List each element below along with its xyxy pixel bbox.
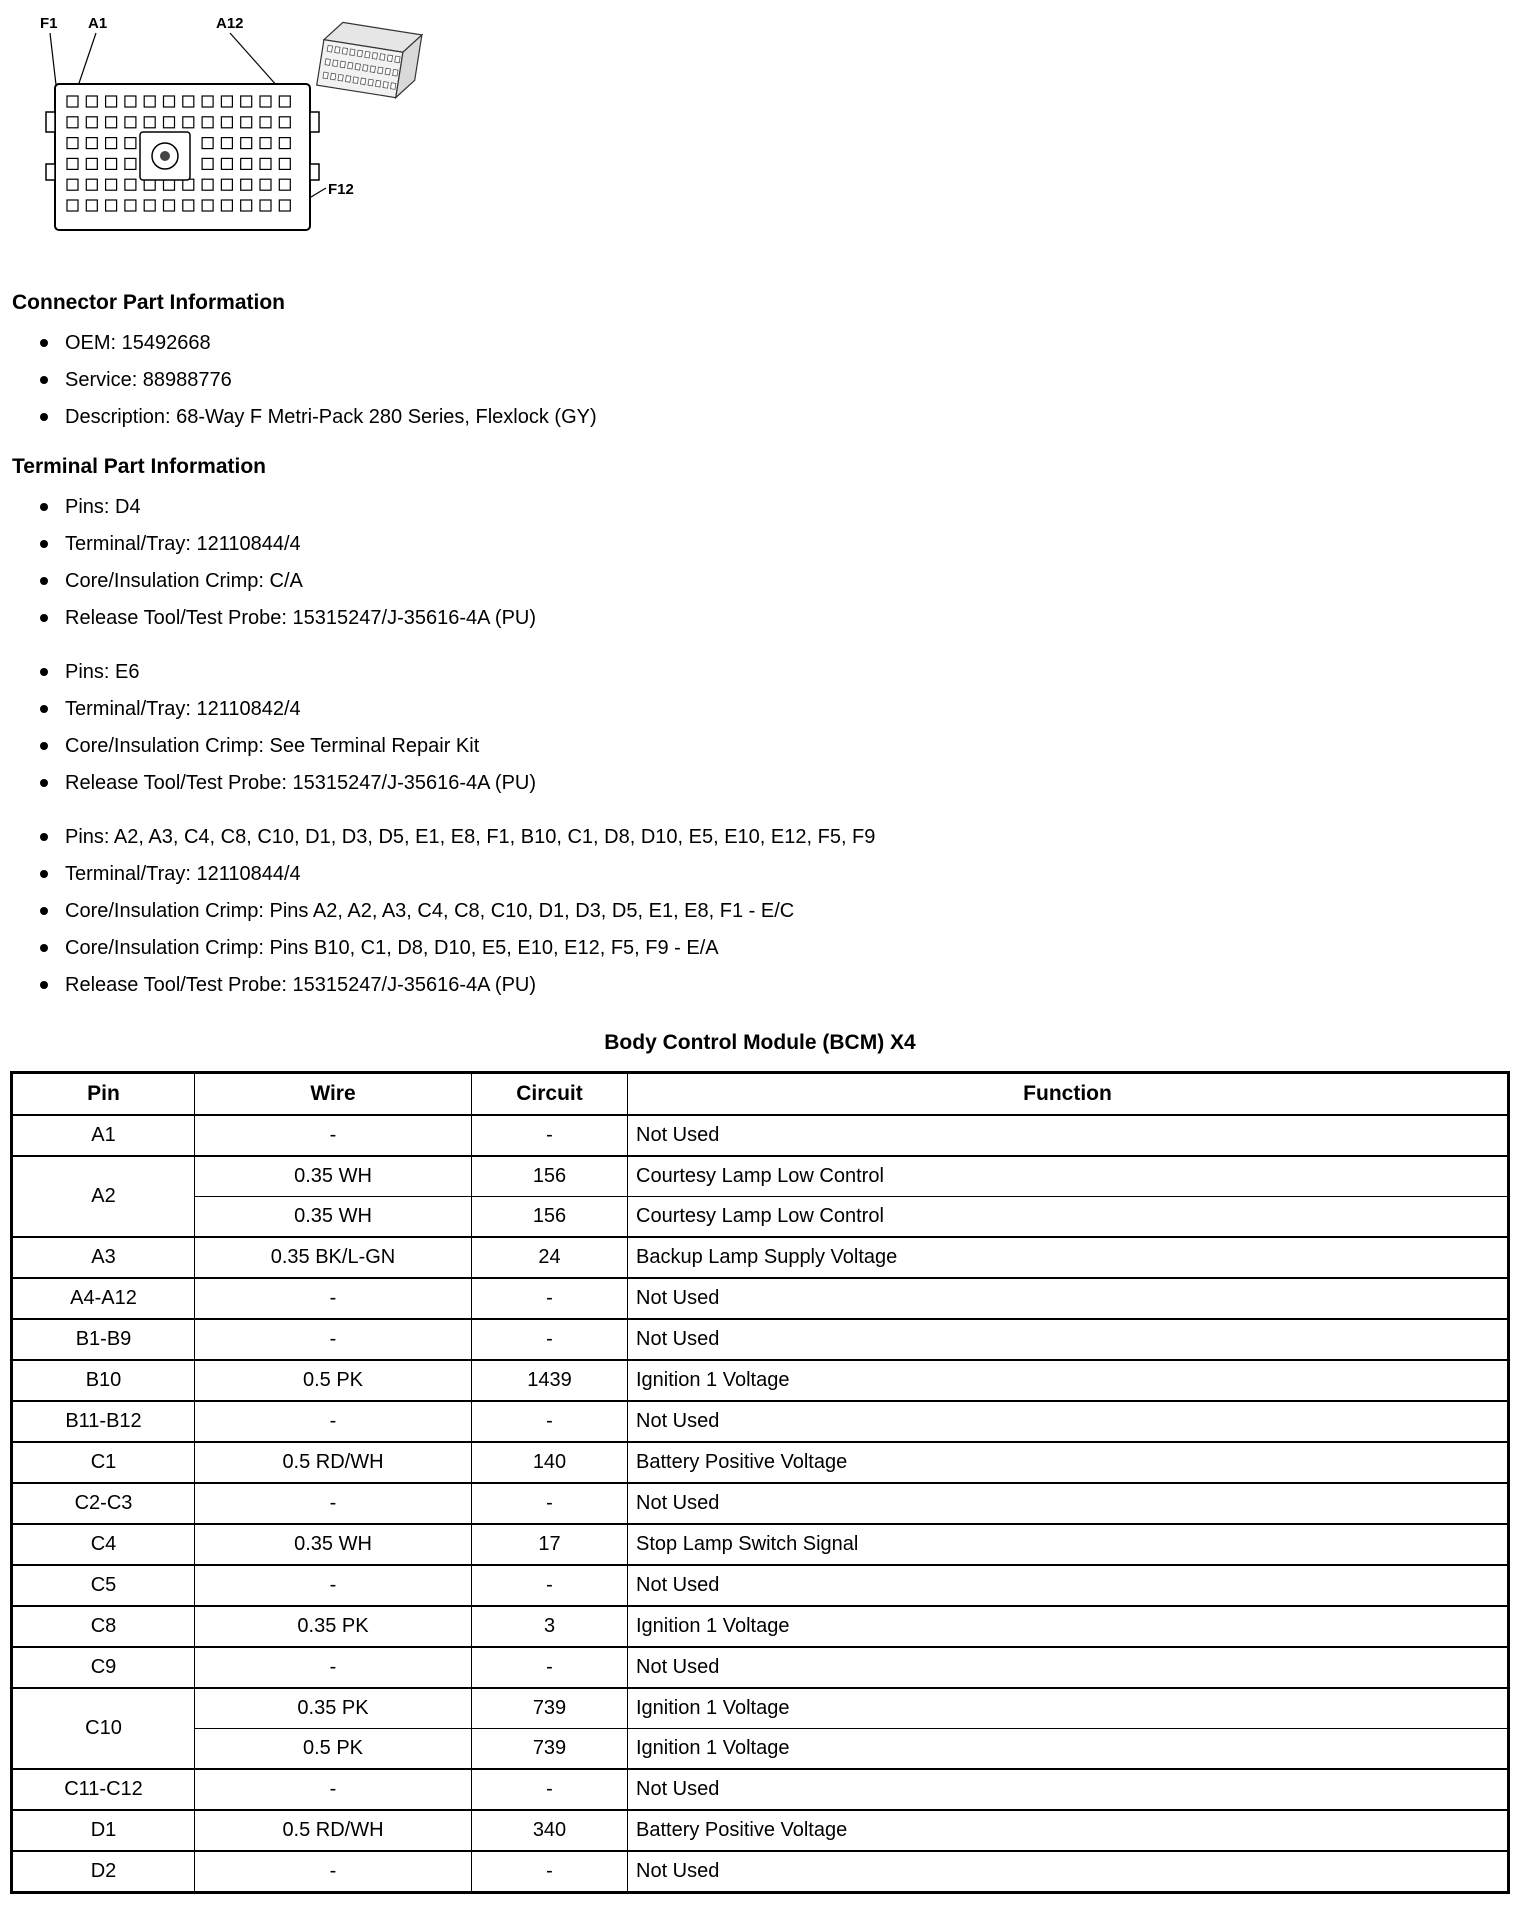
circuit-cell: 17 [472, 1524, 628, 1565]
bullet-icon [40, 907, 48, 915]
circuit-cell: - [472, 1483, 628, 1524]
pin-cell: B11-B12 [12, 1401, 195, 1442]
list-item [40, 368, 1510, 392]
bullet-icon [40, 668, 48, 676]
col-header-wire: Wire [195, 1073, 472, 1116]
wire-cell: 0.35 WH [195, 1197, 472, 1238]
bullet-icon [40, 742, 48, 750]
pin-label-a12: A12 [216, 15, 244, 32]
list-item-text: Core/Insulation Crimp: C/A [65, 570, 303, 592]
table-row [12, 1483, 1509, 1524]
pin-cell: C9 [12, 1647, 195, 1688]
pin-cell: D2 [12, 1851, 195, 1893]
pin-cell: A1 [12, 1115, 195, 1156]
list-item-text: Pins: E6 [65, 661, 140, 683]
function-cell: Not Used [628, 1483, 1509, 1524]
table-header-row [12, 1073, 1509, 1116]
list-item [40, 660, 1510, 684]
pin-label-a1: A1 [88, 15, 108, 32]
wire-cell: - [195, 1565, 472, 1606]
bcm-pinout-table [10, 1071, 1510, 1894]
list-item [40, 862, 1510, 886]
bullet-icon [40, 779, 48, 787]
list-item [40, 697, 1510, 721]
circuit-cell: 739 [472, 1688, 628, 1729]
table-row [12, 1115, 1509, 1156]
wire-cell: - [195, 1483, 472, 1524]
list-item-text: Release Tool/Test Probe: 15315247/J-35616-4A (PU) [65, 607, 537, 629]
pin-cell: C10 [12, 1688, 195, 1769]
col-header-pin: Pin [12, 1073, 195, 1116]
bullet-icon [40, 944, 48, 952]
list-item-text: Description: 68-Way F Metri-Pack 280 Series, Flexlock (GY) [65, 406, 597, 428]
list-item-text: OEM: 15492668 [65, 332, 211, 354]
table-row [12, 1606, 1509, 1647]
table-row [12, 1688, 1509, 1729]
table-row [12, 1810, 1509, 1851]
function-cell: Not Used [628, 1115, 1509, 1156]
list-item-text: Core/Insulation Crimp: Pins A2, A2, A3, C4, C8, C10, D1, D3, D5, E1, E8, F1 - E/C [65, 900, 795, 922]
list-item-text: Pins: A2, A3, C4, C8, C10, D1, D3, D5, E1, E8, F1, B10, C1, D8, D10, E5, E10, E12, F5, F9 [65, 826, 876, 848]
bullet-icon [40, 503, 48, 511]
bullet-icon [40, 376, 48, 384]
circuit-cell: 156 [472, 1197, 628, 1238]
wire-cell: 0.35 WH [195, 1524, 472, 1565]
wire-cell: - [195, 1769, 472, 1810]
wire-cell: 0.35 PK [195, 1606, 472, 1647]
connector-lock-tab [46, 164, 55, 180]
wire-cell: - [195, 1115, 472, 1156]
function-cell: Not Used [628, 1769, 1509, 1810]
table-row [12, 1647, 1509, 1688]
wire-cell: 0.5 RD/WH [195, 1442, 472, 1483]
table-row [12, 1319, 1509, 1360]
table-row [12, 1278, 1509, 1319]
list-item-text: Service: 88988776 [65, 369, 232, 391]
bullet-icon [40, 870, 48, 878]
terminal-info-group [10, 825, 1510, 997]
list-item-text: Release Tool/Test Probe: 15315247/J-35616-4A (PU) [65, 974, 537, 996]
table-row [12, 1442, 1509, 1483]
bullet-icon [40, 339, 48, 347]
bullet-icon [40, 705, 48, 713]
col-header-circuit: Circuit [472, 1073, 628, 1116]
pin-label-f1: F1 [40, 15, 58, 32]
terminal-part-info-groups [10, 495, 1510, 997]
circuit-cell: - [472, 1851, 628, 1893]
wire-cell: 0.5 PK [195, 1729, 472, 1770]
function-cell: Ignition 1 Voltage [628, 1729, 1509, 1770]
circuit-cell: - [472, 1319, 628, 1360]
pin-cell: C2-C3 [12, 1483, 195, 1524]
connector-isometric-view [317, 20, 422, 100]
bullet-icon [40, 614, 48, 622]
col-header-function: Function [628, 1073, 1509, 1116]
list-item [40, 973, 1510, 997]
wire-cell: - [195, 1278, 472, 1319]
pin-cell: C11-C12 [12, 1769, 195, 1810]
pin-label-f12: F12 [328, 181, 354, 198]
circuit-cell: 24 [472, 1237, 628, 1278]
pin-cell: A2 [12, 1156, 195, 1237]
bullet-icon [40, 577, 48, 585]
list-item-text: Core/Insulation Crimp: Pins B10, C1, D8, D10, E5, E10, E12, F5, F9 - E/A [65, 937, 719, 959]
function-cell: Battery Positive Voltage [628, 1442, 1509, 1483]
circuit-cell: 156 [472, 1156, 628, 1197]
table-title: Body Control Module (BCM) X4 [604, 1031, 916, 1054]
pin-cell: D1 [12, 1810, 195, 1851]
circuit-cell: - [472, 1769, 628, 1810]
wire-cell: 0.35 WH [195, 1156, 472, 1197]
pin-cell: B10 [12, 1360, 195, 1401]
function-cell: Backup Lamp Supply Voltage [628, 1237, 1509, 1278]
circuit-cell: - [472, 1565, 628, 1606]
function-cell: Not Used [628, 1851, 1509, 1893]
terminal-part-info-heading: Terminal Part Information [12, 455, 266, 478]
list-item [40, 495, 1510, 519]
function-cell: Not Used [628, 1565, 1509, 1606]
list-item-text: Core/Insulation Crimp: See Terminal Repair Kit [65, 735, 480, 757]
connector-part-info-heading: Connector Part Information [12, 291, 286, 314]
circuit-cell: 3 [472, 1606, 628, 1647]
circuit-cell: 140 [472, 1442, 628, 1483]
function-cell: Ignition 1 Voltage [628, 1360, 1509, 1401]
function-cell: Ignition 1 Voltage [628, 1606, 1509, 1647]
function-cell: Stop Lamp Switch Signal [628, 1524, 1509, 1565]
circuit-cell: 739 [472, 1729, 628, 1770]
function-cell: Ignition 1 Voltage [628, 1688, 1509, 1729]
function-cell: Not Used [628, 1319, 1509, 1360]
circuit-cell: 1439 [472, 1360, 628, 1401]
wire-cell: - [195, 1647, 472, 1688]
terminal-info-group [10, 495, 1510, 630]
pin-cell: B1-B9 [12, 1319, 195, 1360]
bullet-icon [40, 540, 48, 548]
list-item [40, 331, 1510, 355]
pin-cell: C4 [12, 1524, 195, 1565]
wire-cell: 0.5 PK [195, 1360, 472, 1401]
function-cell: Not Used [628, 1278, 1509, 1319]
circuit-cell: - [472, 1278, 628, 1319]
list-item [40, 734, 1510, 758]
pin-cell: A3 [12, 1237, 195, 1278]
bullet-icon [40, 981, 48, 989]
connector-face-view [46, 84, 319, 230]
function-cell: Battery Positive Voltage [628, 1810, 1509, 1851]
list-item-text: Release Tool/Test Probe: 15315247/J-35616-4A (PU) [65, 772, 537, 794]
connector-part-info-list [10, 331, 1510, 429]
table-row [12, 1237, 1509, 1278]
bullet-icon [40, 413, 48, 421]
bullet-icon [40, 833, 48, 841]
table-row [12, 1401, 1509, 1442]
list-item [40, 899, 1510, 923]
table-row [12, 1360, 1509, 1401]
wire-cell: - [195, 1319, 472, 1360]
wire-cell: 0.35 PK [195, 1688, 472, 1729]
wire-cell: - [195, 1401, 472, 1442]
table-row [12, 1851, 1509, 1893]
pin-cell: A4-A12 [12, 1278, 195, 1319]
list-item [40, 825, 1510, 849]
function-cell: Courtesy Lamp Low Control [628, 1156, 1509, 1197]
list-item-text: Terminal/Tray: 12110844/4 [65, 533, 301, 555]
table-row [12, 1156, 1509, 1197]
list-item-text: Pins: D4 [65, 496, 141, 518]
pin-cell: C8 [12, 1606, 195, 1647]
function-cell: Not Used [628, 1647, 1509, 1688]
connector-lock-tab [46, 112, 55, 132]
table-row [12, 1197, 1509, 1238]
pin-cell: C5 [12, 1565, 195, 1606]
circuit-cell: - [472, 1115, 628, 1156]
connector-lock-tab [310, 164, 319, 180]
wire-cell: 0.35 BK/L-GN [195, 1237, 472, 1278]
table-row [12, 1524, 1509, 1565]
table-row [12, 1769, 1509, 1810]
circuit-cell: - [472, 1401, 628, 1442]
list-item [40, 771, 1510, 795]
circuit-cell: - [472, 1647, 628, 1688]
wire-cell: 0.5 RD/WH [195, 1810, 472, 1851]
table-row [12, 1565, 1509, 1606]
list-item [40, 405, 1510, 429]
terminal-info-group [10, 660, 1510, 795]
list-item [40, 569, 1510, 593]
function-cell: Courtesy Lamp Low Control [628, 1197, 1509, 1238]
list-item [40, 532, 1510, 556]
list-item-text: Terminal/Tray: 12110844/4 [65, 863, 301, 885]
bcm-table-body [12, 1115, 1509, 1893]
circuit-cell: 340 [472, 1810, 628, 1851]
pin-cell: C1 [12, 1442, 195, 1483]
function-cell: Not Used [628, 1401, 1509, 1442]
list-item [40, 606, 1510, 630]
connector-lock-tab [310, 112, 319, 132]
table-row [12, 1729, 1509, 1770]
list-item-text: Terminal/Tray: 12110842/4 [65, 698, 301, 720]
connector-diagram [10, 8, 490, 260]
wire-cell: - [195, 1851, 472, 1893]
list-item [40, 936, 1510, 960]
